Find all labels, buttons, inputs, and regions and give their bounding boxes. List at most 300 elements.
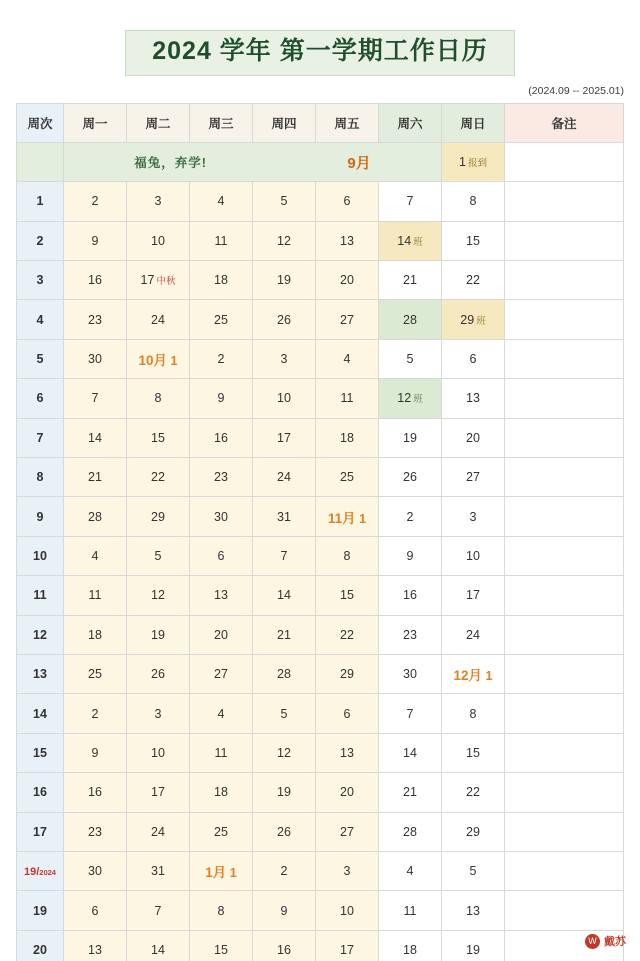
day-cell [64, 182, 127, 221]
day-cell [127, 379, 190, 418]
week-number-cell [17, 930, 64, 961]
day-cell [316, 930, 379, 961]
column-header-sunday: 周日 [442, 103, 505, 142]
day-number: 28 [88, 509, 102, 524]
day-number: 7 [406, 706, 414, 721]
day-cell [64, 458, 127, 497]
day-number: 29 [151, 509, 165, 524]
day-cell [190, 261, 253, 300]
day-cell [127, 851, 190, 890]
day-cell [379, 339, 442, 378]
day-number: 6 [469, 352, 477, 367]
day-number: 6 [91, 903, 99, 918]
week-number: 19 [33, 903, 47, 918]
day-number: 13 [340, 233, 354, 248]
day-number: 26 [151, 667, 165, 682]
day-number: 12 [277, 233, 291, 248]
day-cell [127, 733, 190, 772]
day-cell [442, 654, 505, 693]
semester-banner [64, 142, 442, 181]
day-number: 21 [403, 273, 417, 288]
day-number: 16 [403, 588, 417, 603]
table-row [17, 536, 624, 575]
week-number: 12 [33, 627, 47, 642]
day-cell [442, 418, 505, 457]
page-title: 2024 学年 第一学期工作日历 [125, 30, 515, 76]
week-number-cell [17, 733, 64, 772]
week-number: 19/2024 [24, 866, 56, 879]
day-cell [316, 497, 379, 536]
table-row [17, 694, 624, 733]
note-cell[interactable] [505, 615, 624, 654]
week-number-cell [17, 458, 64, 497]
table-row [17, 576, 624, 615]
day-number: 31 [277, 509, 291, 524]
day-cell [190, 379, 253, 418]
day-cell [127, 654, 190, 693]
note-cell[interactable] [505, 536, 624, 575]
day-cell [127, 418, 190, 457]
table-row [17, 851, 624, 890]
day-number: 11 [214, 745, 228, 760]
day-number: 11 [403, 903, 417, 918]
day-cell [190, 615, 253, 654]
note-cell[interactable] [505, 812, 624, 851]
week-number: 7 [36, 430, 44, 445]
day-number: 10 [340, 903, 354, 918]
week-number: 15 [33, 745, 47, 760]
day-cell [253, 930, 316, 961]
week-number-cell [17, 891, 64, 930]
column-header-friday: 周五 [316, 103, 379, 142]
title-container [0, 0, 640, 76]
day-cell [442, 733, 505, 772]
day-cell [190, 339, 253, 378]
day-cell [379, 536, 442, 575]
day-cell [316, 576, 379, 615]
week-number-cell [17, 851, 64, 890]
week-number: 20 [33, 942, 47, 957]
week-number-cell [17, 812, 64, 851]
day-number: 5 [154, 548, 162, 563]
day-number: 31 [151, 864, 165, 879]
day-number: 13 [466, 903, 480, 918]
day-cell [379, 300, 442, 339]
day-number: 19 [277, 273, 291, 288]
day-number: 14 [397, 233, 412, 248]
day-cell [253, 576, 316, 615]
day-number: 23 [214, 470, 228, 485]
day-number: 24 [151, 312, 165, 327]
day-cell [127, 182, 190, 221]
day-cell [379, 182, 442, 221]
day-cell [253, 812, 316, 851]
day-cell [379, 694, 442, 733]
week-number-cell [17, 379, 64, 418]
day-cell [127, 458, 190, 497]
week-number-cell [17, 615, 64, 654]
day-tag: 班 [413, 236, 423, 248]
table-row [17, 379, 624, 418]
day-number: 30 [88, 352, 102, 367]
table-row [17, 773, 624, 812]
week-number-cell [17, 497, 64, 536]
day-number: 16 [214, 430, 228, 445]
day-cell [64, 418, 127, 457]
day-number: 9 [217, 391, 225, 406]
day-number: 20 [466, 430, 480, 445]
month-start-label: 11月 1 [327, 510, 367, 526]
table-body [17, 142, 624, 961]
day-number: 4 [91, 548, 99, 563]
day-cell [190, 891, 253, 930]
day-cell [316, 891, 379, 930]
day-number: 10 [466, 548, 480, 563]
day-number: 30 [88, 864, 102, 879]
day-number: 9 [406, 548, 414, 563]
day-cell [64, 654, 127, 693]
day-number: 7 [280, 548, 288, 563]
day-cell [379, 379, 442, 418]
day-cell [127, 536, 190, 575]
day-number: 18 [88, 627, 102, 642]
day-number: 3 [469, 509, 477, 524]
day-number: 18 [340, 430, 354, 445]
day-cell [442, 261, 505, 300]
note-cell[interactable] [505, 261, 624, 300]
day-number: 18 [214, 273, 228, 288]
day-cell [316, 773, 379, 812]
note-cell[interactable] [505, 654, 624, 693]
banner-month: 9月 [347, 154, 371, 172]
day-number: 16 [88, 785, 102, 800]
watermark [585, 933, 626, 949]
day-cell [190, 851, 253, 890]
day-tag: 中秋 [156, 276, 176, 288]
column-header-thursday: 周四 [253, 103, 316, 142]
day-number: 5 [280, 706, 288, 721]
week-number: 9 [36, 509, 44, 524]
day-cell [253, 773, 316, 812]
day-number: 5 [469, 864, 477, 879]
day-cell [442, 576, 505, 615]
day-number: 22 [151, 470, 165, 485]
day-cell [379, 261, 442, 300]
watermark-label: 戴苏 [604, 936, 626, 948]
day-number: 14 [403, 745, 417, 760]
column-header-tuesday: 周二 [127, 103, 190, 142]
day-cell [442, 339, 505, 378]
day-cell [64, 733, 127, 772]
day-number: 2 [91, 194, 99, 209]
day-cell [253, 654, 316, 693]
day-cell [253, 851, 316, 890]
day-number: 17 [340, 942, 354, 957]
day-number: 26 [277, 312, 291, 327]
table-row [17, 812, 624, 851]
day-cell [190, 182, 253, 221]
day-cell [253, 891, 316, 930]
week-number-cell [17, 300, 64, 339]
week-number-cell [17, 654, 64, 693]
day-cell [442, 497, 505, 536]
day-cell [316, 733, 379, 772]
note-cell[interactable] [505, 379, 624, 418]
day-number: 15 [466, 745, 480, 760]
day-cell [127, 339, 190, 378]
day-number: 10 [151, 233, 165, 248]
note-cell[interactable] [505, 458, 624, 497]
note-cell[interactable] [505, 576, 624, 615]
day-number: 8 [154, 391, 162, 406]
day-number: 12 [277, 745, 291, 760]
note-cell[interactable] [505, 142, 624, 181]
column-header-saturday: 周六 [379, 103, 442, 142]
day-number: 3 [343, 864, 351, 879]
day-number: 19 [466, 942, 480, 957]
week-number-cell [17, 536, 64, 575]
day-number: 11 [340, 391, 354, 406]
day-cell [190, 418, 253, 457]
day-number: 26 [277, 824, 291, 839]
day-number: 11 [88, 588, 102, 603]
day-number: 24 [277, 470, 291, 485]
table-row [17, 930, 624, 961]
day-number: 2 [91, 706, 99, 721]
week-number-cell [17, 418, 64, 457]
day-number: 11 [214, 233, 228, 248]
day-cell [190, 497, 253, 536]
day-number: 20 [214, 627, 228, 642]
day-number: 28 [403, 312, 417, 327]
day-number: 19 [403, 430, 417, 445]
day-cell [190, 930, 253, 961]
month-start-label: 12月 1 [453, 668, 493, 684]
day-number: 15 [466, 233, 480, 248]
day-cell [442, 694, 505, 733]
day-number: 4 [343, 352, 351, 367]
week-number: 14 [33, 706, 47, 721]
day-cell [379, 654, 442, 693]
week-number: 5 [36, 352, 44, 367]
day-cell [64, 576, 127, 615]
day-cell [316, 458, 379, 497]
day-tag: 班 [476, 315, 486, 327]
day-cell [64, 536, 127, 575]
day-cell [316, 851, 379, 890]
day-number: 18 [403, 942, 417, 957]
day-cell [127, 694, 190, 733]
day-cell [253, 339, 316, 378]
day-number: 15 [214, 942, 228, 957]
day-cell [253, 615, 316, 654]
banner-week-cell [17, 142, 64, 181]
day-number: 23 [403, 627, 417, 642]
day-cell [64, 930, 127, 961]
day-cell [253, 694, 316, 733]
day-cell [253, 536, 316, 575]
day-number: 8 [469, 706, 477, 721]
date-range-label: (2024.09 -- 2025.01) [528, 84, 624, 97]
note-cell[interactable] [505, 418, 624, 457]
day-cell [253, 418, 316, 457]
day-cell [442, 812, 505, 851]
day-cell [127, 221, 190, 260]
day-number: 25 [214, 312, 228, 327]
day-number: 8 [343, 548, 351, 563]
note-cell[interactable] [505, 694, 624, 733]
day-cell [442, 142, 505, 181]
day-number: 3 [154, 706, 162, 721]
week-number: 4 [36, 312, 44, 327]
day-number: 8 [217, 903, 225, 918]
day-number: 29 [460, 312, 475, 327]
day-number: 24 [151, 824, 165, 839]
day-number: 26 [403, 470, 417, 485]
day-number: 12 [397, 391, 412, 406]
day-number: 21 [277, 627, 291, 642]
sina-weibo-icon: W [585, 934, 600, 949]
day-number: 4 [217, 706, 225, 721]
day-number: 23 [88, 824, 102, 839]
column-header-monday: 周一 [64, 103, 127, 142]
day-cell [379, 576, 442, 615]
day-cell [190, 812, 253, 851]
day-number: 27 [466, 470, 480, 485]
day-number: 5 [280, 194, 288, 209]
day-number: 7 [91, 391, 99, 406]
day-cell [379, 458, 442, 497]
day-number: 20 [340, 273, 354, 288]
day-number: 14 [277, 588, 291, 603]
day-cell [316, 418, 379, 457]
day-number: 2 [406, 509, 414, 524]
day-cell [316, 221, 379, 260]
day-number: 7 [154, 903, 162, 918]
table-row [17, 339, 624, 378]
day-number: 14 [88, 430, 102, 445]
note-cell[interactable] [505, 851, 624, 890]
day-number: 13 [340, 745, 354, 760]
day-cell [379, 812, 442, 851]
day-cell [253, 261, 316, 300]
day-cell [316, 615, 379, 654]
note-cell[interactable] [505, 733, 624, 772]
day-number: 3 [154, 194, 162, 209]
table-row [17, 497, 624, 536]
day-cell [253, 733, 316, 772]
day-number: 6 [343, 194, 351, 209]
day-cell [64, 851, 127, 890]
day-number: 29 [340, 667, 354, 682]
table-row [17, 418, 624, 457]
day-cell [64, 261, 127, 300]
table-row [17, 300, 624, 339]
day-cell [379, 615, 442, 654]
day-cell [64, 773, 127, 812]
day-cell [127, 497, 190, 536]
day-number: 10 [277, 391, 291, 406]
day-cell [379, 773, 442, 812]
day-number: 15 [151, 430, 165, 445]
day-number: 22 [466, 785, 480, 800]
day-cell [442, 851, 505, 890]
day-number: 2 [280, 864, 288, 879]
day-number: 17 [277, 430, 291, 445]
day-cell [127, 300, 190, 339]
note-cell[interactable] [505, 221, 624, 260]
day-number: 20 [340, 785, 354, 800]
day-number: 12 [151, 588, 165, 603]
day-cell [64, 300, 127, 339]
day-cell [316, 300, 379, 339]
note-cell[interactable] [505, 773, 624, 812]
day-cell [316, 654, 379, 693]
week-number: 10 [33, 548, 47, 563]
day-cell [64, 497, 127, 536]
note-cell[interactable] [505, 300, 624, 339]
week-number-cell [17, 694, 64, 733]
note-cell[interactable] [505, 891, 624, 930]
day-cell [253, 497, 316, 536]
week-number-cell [17, 182, 64, 221]
day-cell [127, 615, 190, 654]
day-number: 18 [214, 785, 228, 800]
banner-slogan: 福兔，弃学! [134, 156, 207, 171]
work-calendar-table [16, 103, 624, 961]
week-number: 13 [33, 667, 47, 682]
day-number: 6 [343, 706, 351, 721]
week-number: 11 [33, 588, 47, 603]
week-number-cell [17, 221, 64, 260]
day-cell [253, 379, 316, 418]
day-number: 16 [88, 273, 102, 288]
day-cell [316, 536, 379, 575]
day-cell [316, 379, 379, 418]
day-number: 27 [340, 824, 354, 839]
note-cell[interactable] [505, 182, 624, 221]
day-number: 24 [466, 627, 480, 642]
day-cell [379, 497, 442, 536]
day-number: 17 [466, 588, 480, 603]
day-cell [190, 536, 253, 575]
day-cell [190, 300, 253, 339]
day-cell [316, 812, 379, 851]
day-cell [190, 654, 253, 693]
day-cell [127, 773, 190, 812]
table-row [17, 261, 624, 300]
day-cell [379, 930, 442, 961]
note-cell[interactable] [505, 497, 624, 536]
day-number: 5 [406, 352, 414, 367]
day-number: 21 [403, 785, 417, 800]
day-cell [253, 300, 316, 339]
day-tag: 班 [413, 394, 423, 406]
day-cell [127, 930, 190, 961]
day-cell [379, 891, 442, 930]
day-number: 3 [280, 352, 288, 367]
week-number-cell [17, 773, 64, 812]
day-cell [379, 221, 442, 260]
day-cell [442, 221, 505, 260]
day-number: 27 [214, 667, 228, 682]
day-cell [253, 458, 316, 497]
day-cell [190, 458, 253, 497]
table-row [17, 221, 624, 260]
day-cell [442, 379, 505, 418]
note-cell[interactable] [505, 339, 624, 378]
day-number: 4 [217, 194, 225, 209]
